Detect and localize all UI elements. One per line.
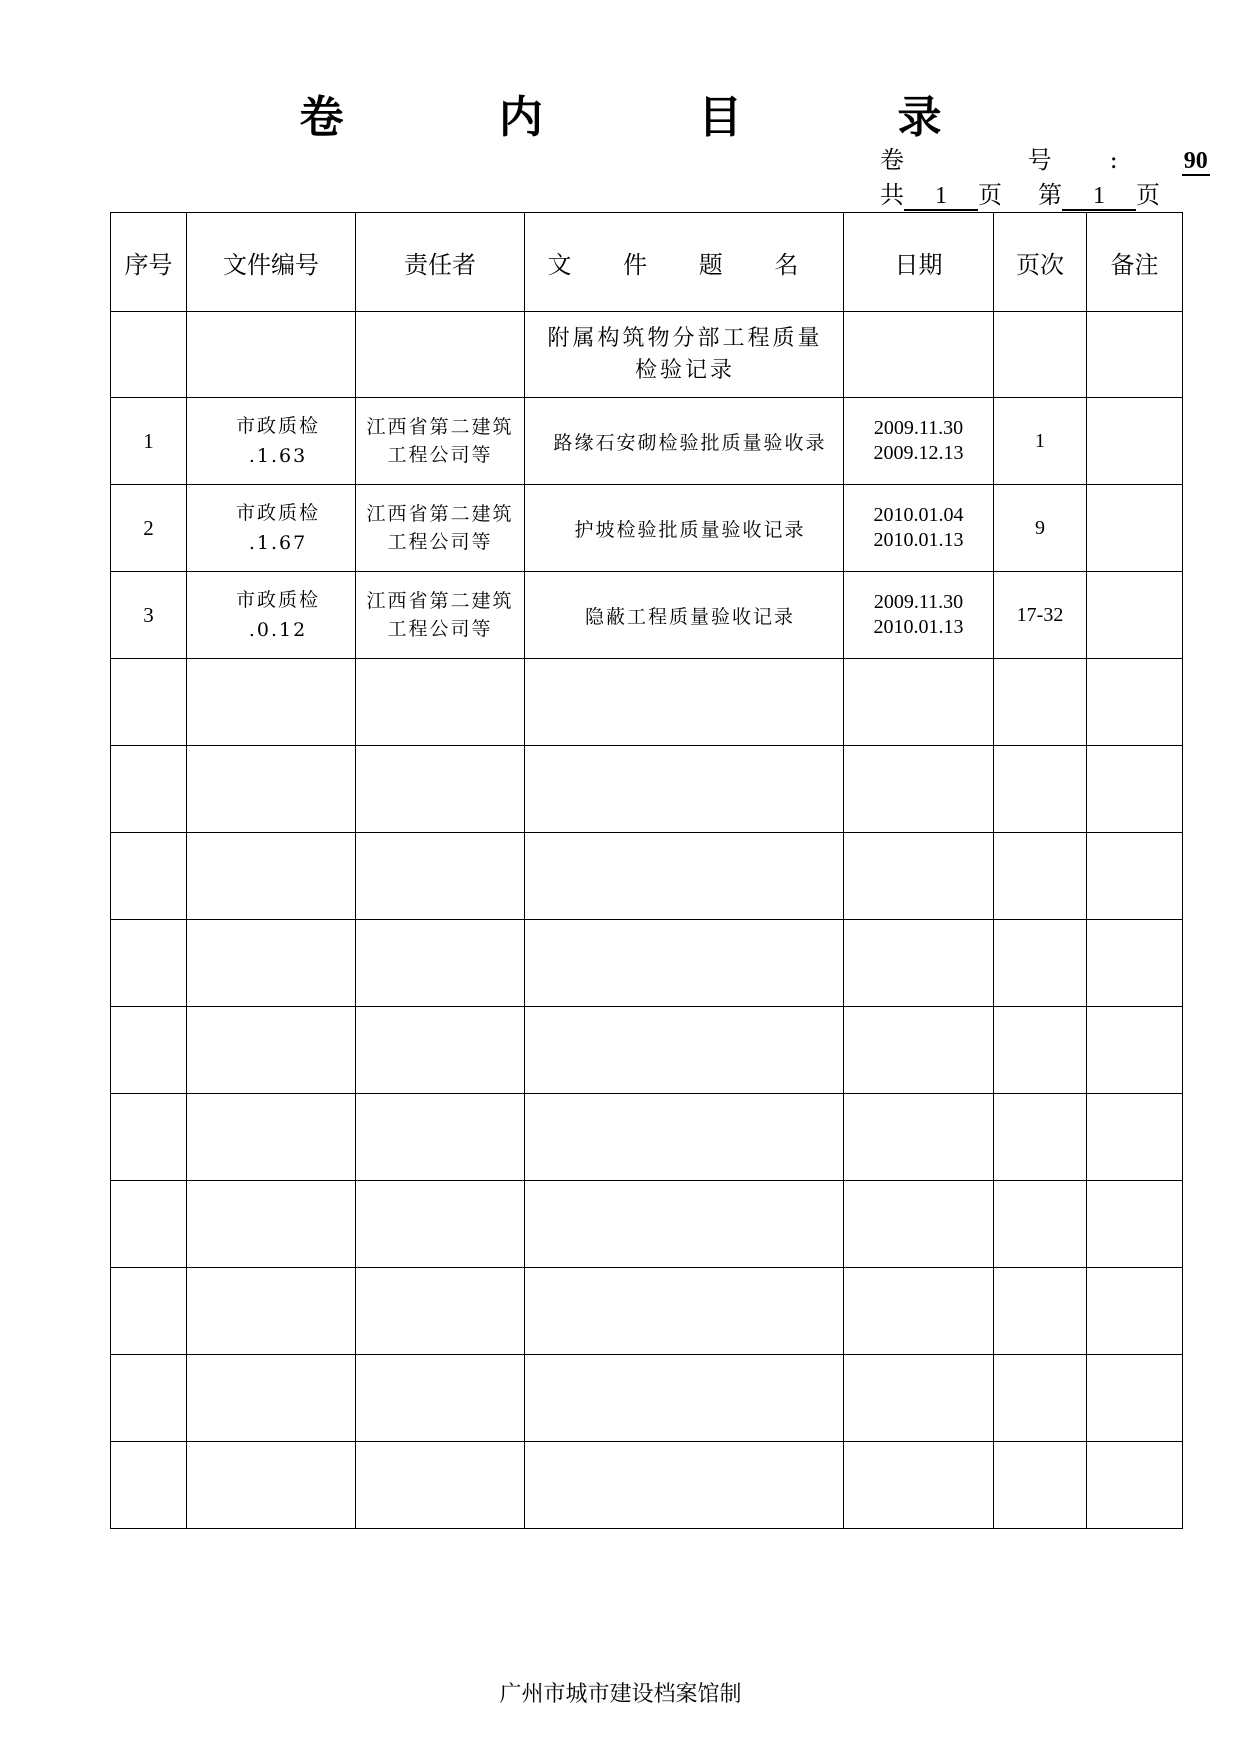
catalog-table xyxy=(110,212,1183,1529)
responsible-line: 江西省第二建筑 xyxy=(366,590,514,612)
row-date xyxy=(844,572,994,659)
row-title: 护坡检验批质量验收记录 xyxy=(525,485,844,572)
volume-label: 卷 号: xyxy=(880,146,1176,174)
row-file-code xyxy=(187,572,356,659)
section-row xyxy=(111,312,1183,398)
page-title: 卷 内 目 录 xyxy=(299,92,1012,143)
empty-row xyxy=(111,1355,1183,1442)
date-to: 2009.12.13 xyxy=(873,442,964,464)
row-title: 隐蔽工程质量验收记录 xyxy=(525,572,844,659)
row-seq: 1 xyxy=(111,398,187,485)
current-prefix: 第 xyxy=(1038,181,1062,209)
empty-row xyxy=(111,920,1183,1007)
section-title-line: 附属构筑物分部工程质量 xyxy=(547,325,823,351)
file-code-line: 市政质检 xyxy=(235,502,320,524)
row-responsible xyxy=(356,485,525,572)
column-header-note: 备注 xyxy=(1087,213,1183,312)
row-note xyxy=(1087,572,1183,659)
volume-number-line xyxy=(880,145,1210,176)
page-count-line xyxy=(880,180,1160,211)
responsible-line: 江西省第二建筑 xyxy=(366,416,514,438)
column-header-file-code: 文件编号 xyxy=(187,213,356,312)
file-code-line: .0.12 xyxy=(248,619,308,641)
column-header-seq: 序号 xyxy=(111,213,187,312)
table-row xyxy=(111,572,1183,659)
empty-row xyxy=(111,1007,1183,1094)
empty-row xyxy=(111,833,1183,920)
date-from: 2009.11.30 xyxy=(873,591,964,613)
row-responsible xyxy=(356,398,525,485)
empty-row xyxy=(111,746,1183,833)
row-file-code xyxy=(187,485,356,572)
file-code-line: 市政质检 xyxy=(235,415,320,437)
file-code-line: 市政质检 xyxy=(235,589,320,611)
row-pages: 1 xyxy=(994,398,1087,485)
empty-row xyxy=(111,1268,1183,1355)
section-title-line: 检验记录 xyxy=(634,357,735,383)
file-code-line: .1.63 xyxy=(248,445,308,467)
section-title xyxy=(525,312,844,398)
volume-number: 90 xyxy=(1183,148,1208,174)
row-seq: 2 xyxy=(111,485,187,572)
table-header-row xyxy=(111,213,1183,312)
row-pages: 17-32 xyxy=(994,572,1087,659)
date-to: 2010.01.13 xyxy=(873,529,964,551)
empty-row xyxy=(111,1181,1183,1268)
row-responsible xyxy=(356,572,525,659)
responsible-line: 工程公司等 xyxy=(387,618,493,640)
responsible-line: 工程公司等 xyxy=(387,444,493,466)
responsible-line: 工程公司等 xyxy=(387,531,493,553)
date-from: 2009.11.30 xyxy=(873,417,964,439)
total-prefix: 共 xyxy=(880,181,904,209)
row-note xyxy=(1087,485,1183,572)
footer-publisher: 广州市城市建设档案馆制 xyxy=(499,1682,742,1707)
date-from: 2010.01.04 xyxy=(873,504,964,526)
row-date xyxy=(844,485,994,572)
file-code-line: .1.67 xyxy=(248,532,308,554)
date-to: 2010.01.13 xyxy=(873,616,964,638)
total-pages: 1 xyxy=(904,183,978,211)
column-header-pages: 页次 xyxy=(994,213,1087,312)
column-header-responsible: 责任者 xyxy=(356,213,525,312)
total-unit: 页 xyxy=(978,181,1002,209)
empty-row xyxy=(111,659,1183,746)
row-note xyxy=(1087,398,1183,485)
current-unit: 页 xyxy=(1136,181,1160,209)
column-header-date: 日期 xyxy=(844,213,994,312)
row-file-code xyxy=(187,398,356,485)
row-pages: 9 xyxy=(994,485,1087,572)
responsible-line: 江西省第二建筑 xyxy=(366,503,514,525)
column-header-title: 文 件 题 名 xyxy=(525,213,844,312)
row-date xyxy=(844,398,994,485)
row-title: 路缘石安砌检验批质量验收录 xyxy=(525,398,844,485)
table-row xyxy=(111,398,1183,485)
row-seq: 3 xyxy=(111,572,187,659)
table-row xyxy=(111,485,1183,572)
empty-row xyxy=(111,1442,1183,1529)
current-page: 1 xyxy=(1062,183,1136,211)
empty-row xyxy=(111,1094,1183,1181)
